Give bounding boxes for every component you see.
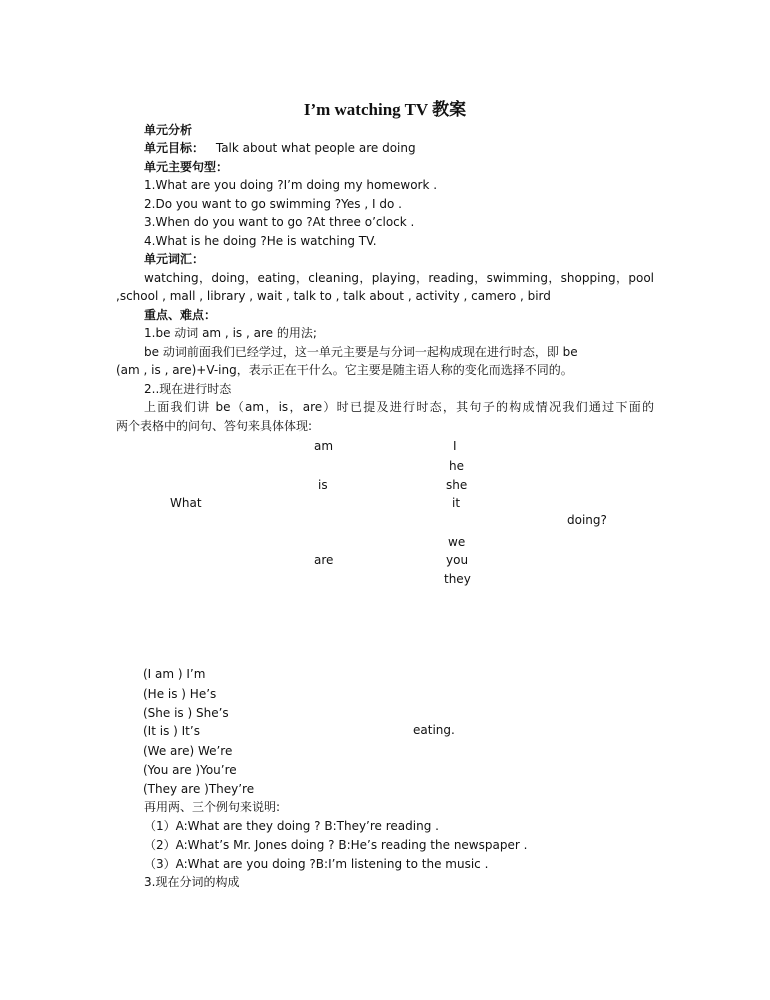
vocab-line: watching，doing，eating，cleaning，playing，reading，swimming，shopping，pool	[144, 271, 654, 285]
point-3: 3.现在分词的构成	[144, 875, 240, 889]
page-title: I’m watching TV 教案	[303, 100, 467, 119]
example-item: （2）A:What’s Mr. Jones doing ? B:He’s reading the newspaper .	[144, 838, 528, 852]
key-points-heading: 重点、难点：	[144, 308, 217, 322]
verb-cell: are	[314, 553, 334, 567]
contraction-cell: (They are )They’re	[143, 782, 255, 796]
contraction-cell: (It is ) It’s	[143, 724, 200, 738]
subject-cell: I	[453, 439, 457, 453]
contraction-cell: (She is ) She’s	[143, 706, 229, 720]
verb-cell: am	[314, 439, 334, 453]
goal-line	[144, 139, 416, 157]
contraction-cell: (I am ) I’m	[143, 667, 206, 681]
what-cell: What	[170, 496, 202, 510]
contraction-cell: (He is ) He’s	[143, 687, 217, 701]
point-1-desc: (am , is , are)+V-ing，表示正在干什么。它主要是随主语人称的变化而选择不同的。	[116, 363, 573, 377]
section-analysis-heading: 单元分析	[144, 123, 193, 137]
sentence-item: 4.What is he doing ?He is watching TV.	[144, 234, 377, 248]
doing-cell: doing?	[567, 513, 607, 527]
subject-cell: he	[449, 459, 464, 473]
eating-cell: eating.	[413, 723, 455, 737]
sentence-item: 3.When do you want to go ?At three o’clock .	[144, 215, 415, 229]
sentence-item: 1.What are you doing ?I’m doing my homework .	[144, 178, 438, 192]
example-item: （3）A:What are you doing ?B:I’m listening to the music .	[144, 857, 489, 871]
goal-text: Talk about what people are doing	[215, 141, 416, 155]
point-2-desc: 两个表格中的问句、答句来具体体现:	[116, 419, 313, 433]
point-1: 1.be 动词 am , is , are 的用法;	[144, 326, 317, 340]
point-2-desc: 上面我们讲 be（am，is，are）时已提及进行时态，其句子的构成情况我们通过下面的	[144, 400, 654, 414]
sentence-item: 2.Do you want to go swimming ?Yes , I do .	[144, 197, 402, 211]
contraction-cell: (We are) We’re	[143, 744, 233, 758]
subject-cell: they	[444, 572, 471, 586]
subject-cell: you	[446, 553, 469, 567]
vocab-heading: 单元词汇：	[144, 252, 205, 266]
subject-cell: it	[452, 496, 461, 510]
sentences-heading: 单元主要句型：	[144, 160, 229, 174]
goal-label: 单元目标：	[144, 141, 205, 155]
contraction-cell: (You are )You’re	[143, 763, 237, 777]
example-item: （1）A:What are they doing ? B:They’re reading .	[144, 819, 439, 833]
vocab-line: ,school , mall , library , wait , talk to , talk about , activity , camero , bird	[116, 289, 551, 303]
point-2: 2..现在进行时态	[144, 382, 232, 396]
verb-cell: is	[318, 478, 328, 492]
examples-intro: 再用两、三个例句来说明:	[144, 800, 281, 814]
subject-cell: we	[448, 535, 466, 549]
subject-cell: she	[446, 478, 468, 492]
point-1-desc: be 动词前面我们已经学过，这一单元主要是与分词一起构成现在进行时态，即 be	[144, 345, 578, 359]
